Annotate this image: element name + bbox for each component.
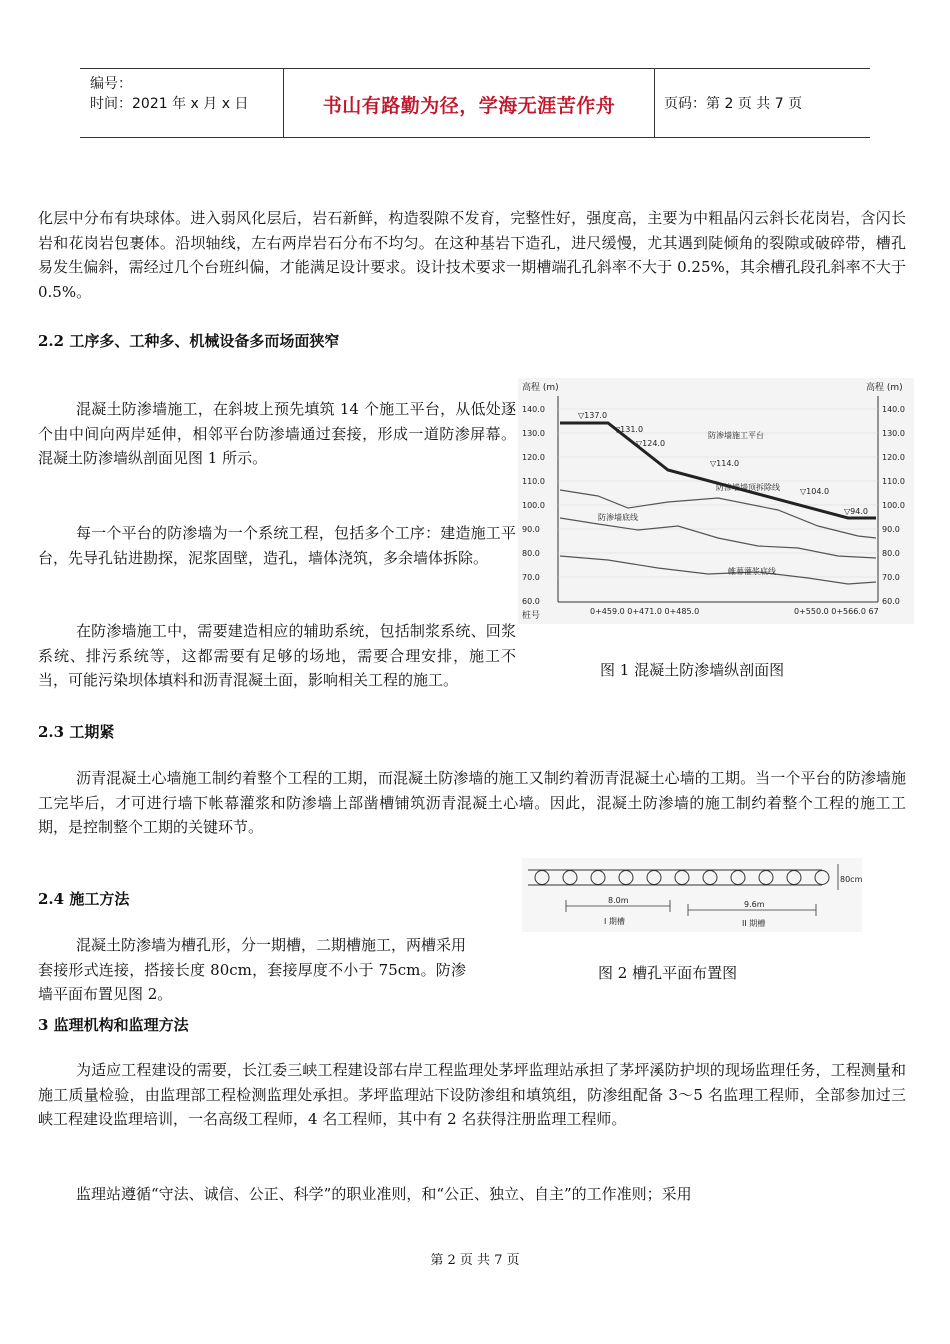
svg-text:60.0: 60.0: [522, 597, 540, 606]
figure-2-slot-layout: [522, 858, 862, 932]
header-motto-cell: [283, 69, 655, 137]
dim-80cm: 80cm: [840, 875, 862, 884]
svg-text:120.0: 120.0: [522, 453, 545, 462]
svg-text:70.0: 70.0: [522, 573, 540, 582]
svg-text:140.0: 140.0: [882, 405, 905, 414]
elevation-131: ▽131.0: [614, 425, 644, 434]
header-left-cell: [80, 69, 283, 137]
station-label: 桩号: [522, 611, 541, 621]
header-page-cell: [654, 69, 870, 137]
label-bottom: 防渗墙底线: [598, 513, 638, 522]
paragraph-2-2-c: 在防渗墙施工中，需要建造相应的辅助系统，包括制浆系统、回浆系统、排污系统等，这都需要有足够的场地，需要合理安排，施工不当，可能污染坝体填料和沥青混凝土面，影响相关工程的施工。: [38, 622, 516, 689]
phase-2-label: II 期槽: [742, 919, 766, 928]
elevation-137: ▽137.0: [578, 411, 608, 420]
paragraph-3-a: 为适应工程建设的需要，长江委三峡工程建设部右岸工程监理处茅坪监理站承担了茅坪溪防护坝的现场监理任务，工程测量和施工质量检验，由监理部工程检测监理处承担。茅坪监理站下设防渗组和填筑组，防渗组配备 3～5 名监理工程师，全部参加过三峡工程建设监理培训，一名高级工程师，4 名工程师，其中有 2 名获得注册监理工程师。: [38, 1061, 906, 1128]
header-motto: 书山有路勤为径，学海无涯苦作舟: [322, 95, 616, 117]
svg-text:60.0: 60.0: [882, 597, 900, 606]
document-number-label: 编号：: [90, 76, 132, 92]
paragraph-2-4: 混凝土防渗墙为槽孔形，分一期槽，二期槽施工，两槽采用套接形式连接，搭接长度 80cm，套接厚度不小于 75cm。防渗墙平面布置见图 2。: [38, 936, 467, 1003]
paragraph-2-3: 沥青混凝土心墙施工制约着整个工程的工期，而混凝土防渗墙的施工又制约着沥青混凝土心墙的工期。当一个平台的防渗墙施工完毕后，才可进行墙下帐幕灌浆和防渗墙上部凿槽铺筑沥青混凝土心墙。因此，混凝土防渗墙的施工制约着整个工程的施工工期，是控制整个工期的关键环节。: [38, 769, 906, 836]
paragraph-intro: 化层中分布有块球体。进入弱风化层后，岩石新鲜，构造裂隙不发育，完整性好，强度高，主要为中粗晶闪云斜长花岗岩，含闪长岩和花岗岩包裹体。沿坝轴线，左右两岸岩石分布不均匀。在这种基岩下造孔，进尺缓慢，尤其遇到陡倾角的裂隙或破碎带，槽孔易发生偏斜，需经过几个台班纠偏，才能满足设计要求。设计技术要求一期槽端孔孔斜率不大于 0.25%，其余槽孔段孔斜率不大于 0.5%。: [38, 209, 906, 301]
phase-1-label: I 期槽: [604, 917, 625, 926]
elevation-114: ▽114.0: [710, 459, 740, 468]
label-curtain: 帷幕灌浆底线: [728, 567, 776, 576]
heading-2-4: 2.4 施工方法: [38, 890, 130, 908]
svg-text:120.0: 120.0: [882, 453, 905, 462]
svg-text:100.0: 100.0: [522, 501, 545, 510]
paragraph-2-2-b: 每一个平台的防渗墙为一个系统工程，包括多个工序：建造施工平台，先导孔钻进勘探，泥浆固壁，造孔，墙体浇筑，多余墙体拆除。: [38, 524, 516, 567]
svg-text:80.0: 80.0: [882, 549, 900, 558]
svg-text:100.0: 100.0: [882, 501, 905, 510]
elevation-124: ▽124.0: [636, 439, 666, 448]
elevation-104: ▽104.0: [800, 487, 830, 496]
heading-3: 3 监理机构和监理方法: [38, 1016, 189, 1034]
heading-2-2: 2.2 工序多、工种多、机械设备多而场面狭窄: [38, 332, 340, 350]
document-date-label: 时间：2021 年 x 月 x 日: [90, 96, 249, 112]
svg-text:90.0: 90.0: [522, 525, 540, 534]
figure-2-caption: 图 2 槽孔平面布置图: [598, 964, 738, 982]
paragraph-3-b: 监理站遵循“守法、诚信、公正、科学”的职业准则，和“公正、独立、自主”的工作准则；采用: [76, 1185, 692, 1203]
station-values-right: 0+550.0 0+566.0 67: [794, 607, 879, 616]
left-axis-title: 高程 (m): [522, 383, 559, 393]
elevation-94: ▽94.0: [844, 507, 868, 516]
label-platform: 防渗墙施工平台: [708, 431, 764, 440]
svg-text:130.0: 130.0: [882, 429, 905, 438]
svg-text:110.0: 110.0: [882, 477, 905, 486]
label-demolish: 防渗墙墙顶拆除线: [716, 483, 780, 492]
paragraph-2-2-a: 混凝土防渗墙施工，在斜坡上预先填筑 14 个施工平台，从低处逐个由中间向两岸延伸，相邻平台防渗墙通过套接，形成一道防渗屏幕。混凝土防渗墙纵剖面见图 1 所示。: [38, 400, 516, 467]
heading-2-3: 2.3 工期紧: [38, 723, 115, 741]
svg-text:130.0: 130.0: [522, 429, 545, 438]
station-values-left: 0+459.0 0+471.0 0+485.0: [590, 607, 700, 616]
right-axis-title: 高程 (m): [866, 383, 903, 393]
figure-1-cross-section: [518, 378, 914, 624]
svg-text:80.0: 80.0: [522, 549, 540, 558]
page-footer: 第 2 页 共 7 页: [430, 1253, 520, 1268]
dim-8m: 8.0m: [608, 896, 629, 905]
svg-text:70.0: 70.0: [882, 573, 900, 582]
page-header: [80, 68, 870, 138]
dim-9-6m: 9.6m: [744, 900, 765, 909]
figure-1-caption: 图 1 混凝土防渗墙纵剖面图: [600, 661, 785, 679]
svg-text:140.0: 140.0: [522, 405, 545, 414]
header-page-number: 页码：第 2 页 共 7 页: [664, 96, 803, 112]
svg-text:110.0: 110.0: [522, 477, 545, 486]
svg-text:90.0: 90.0: [882, 525, 900, 534]
